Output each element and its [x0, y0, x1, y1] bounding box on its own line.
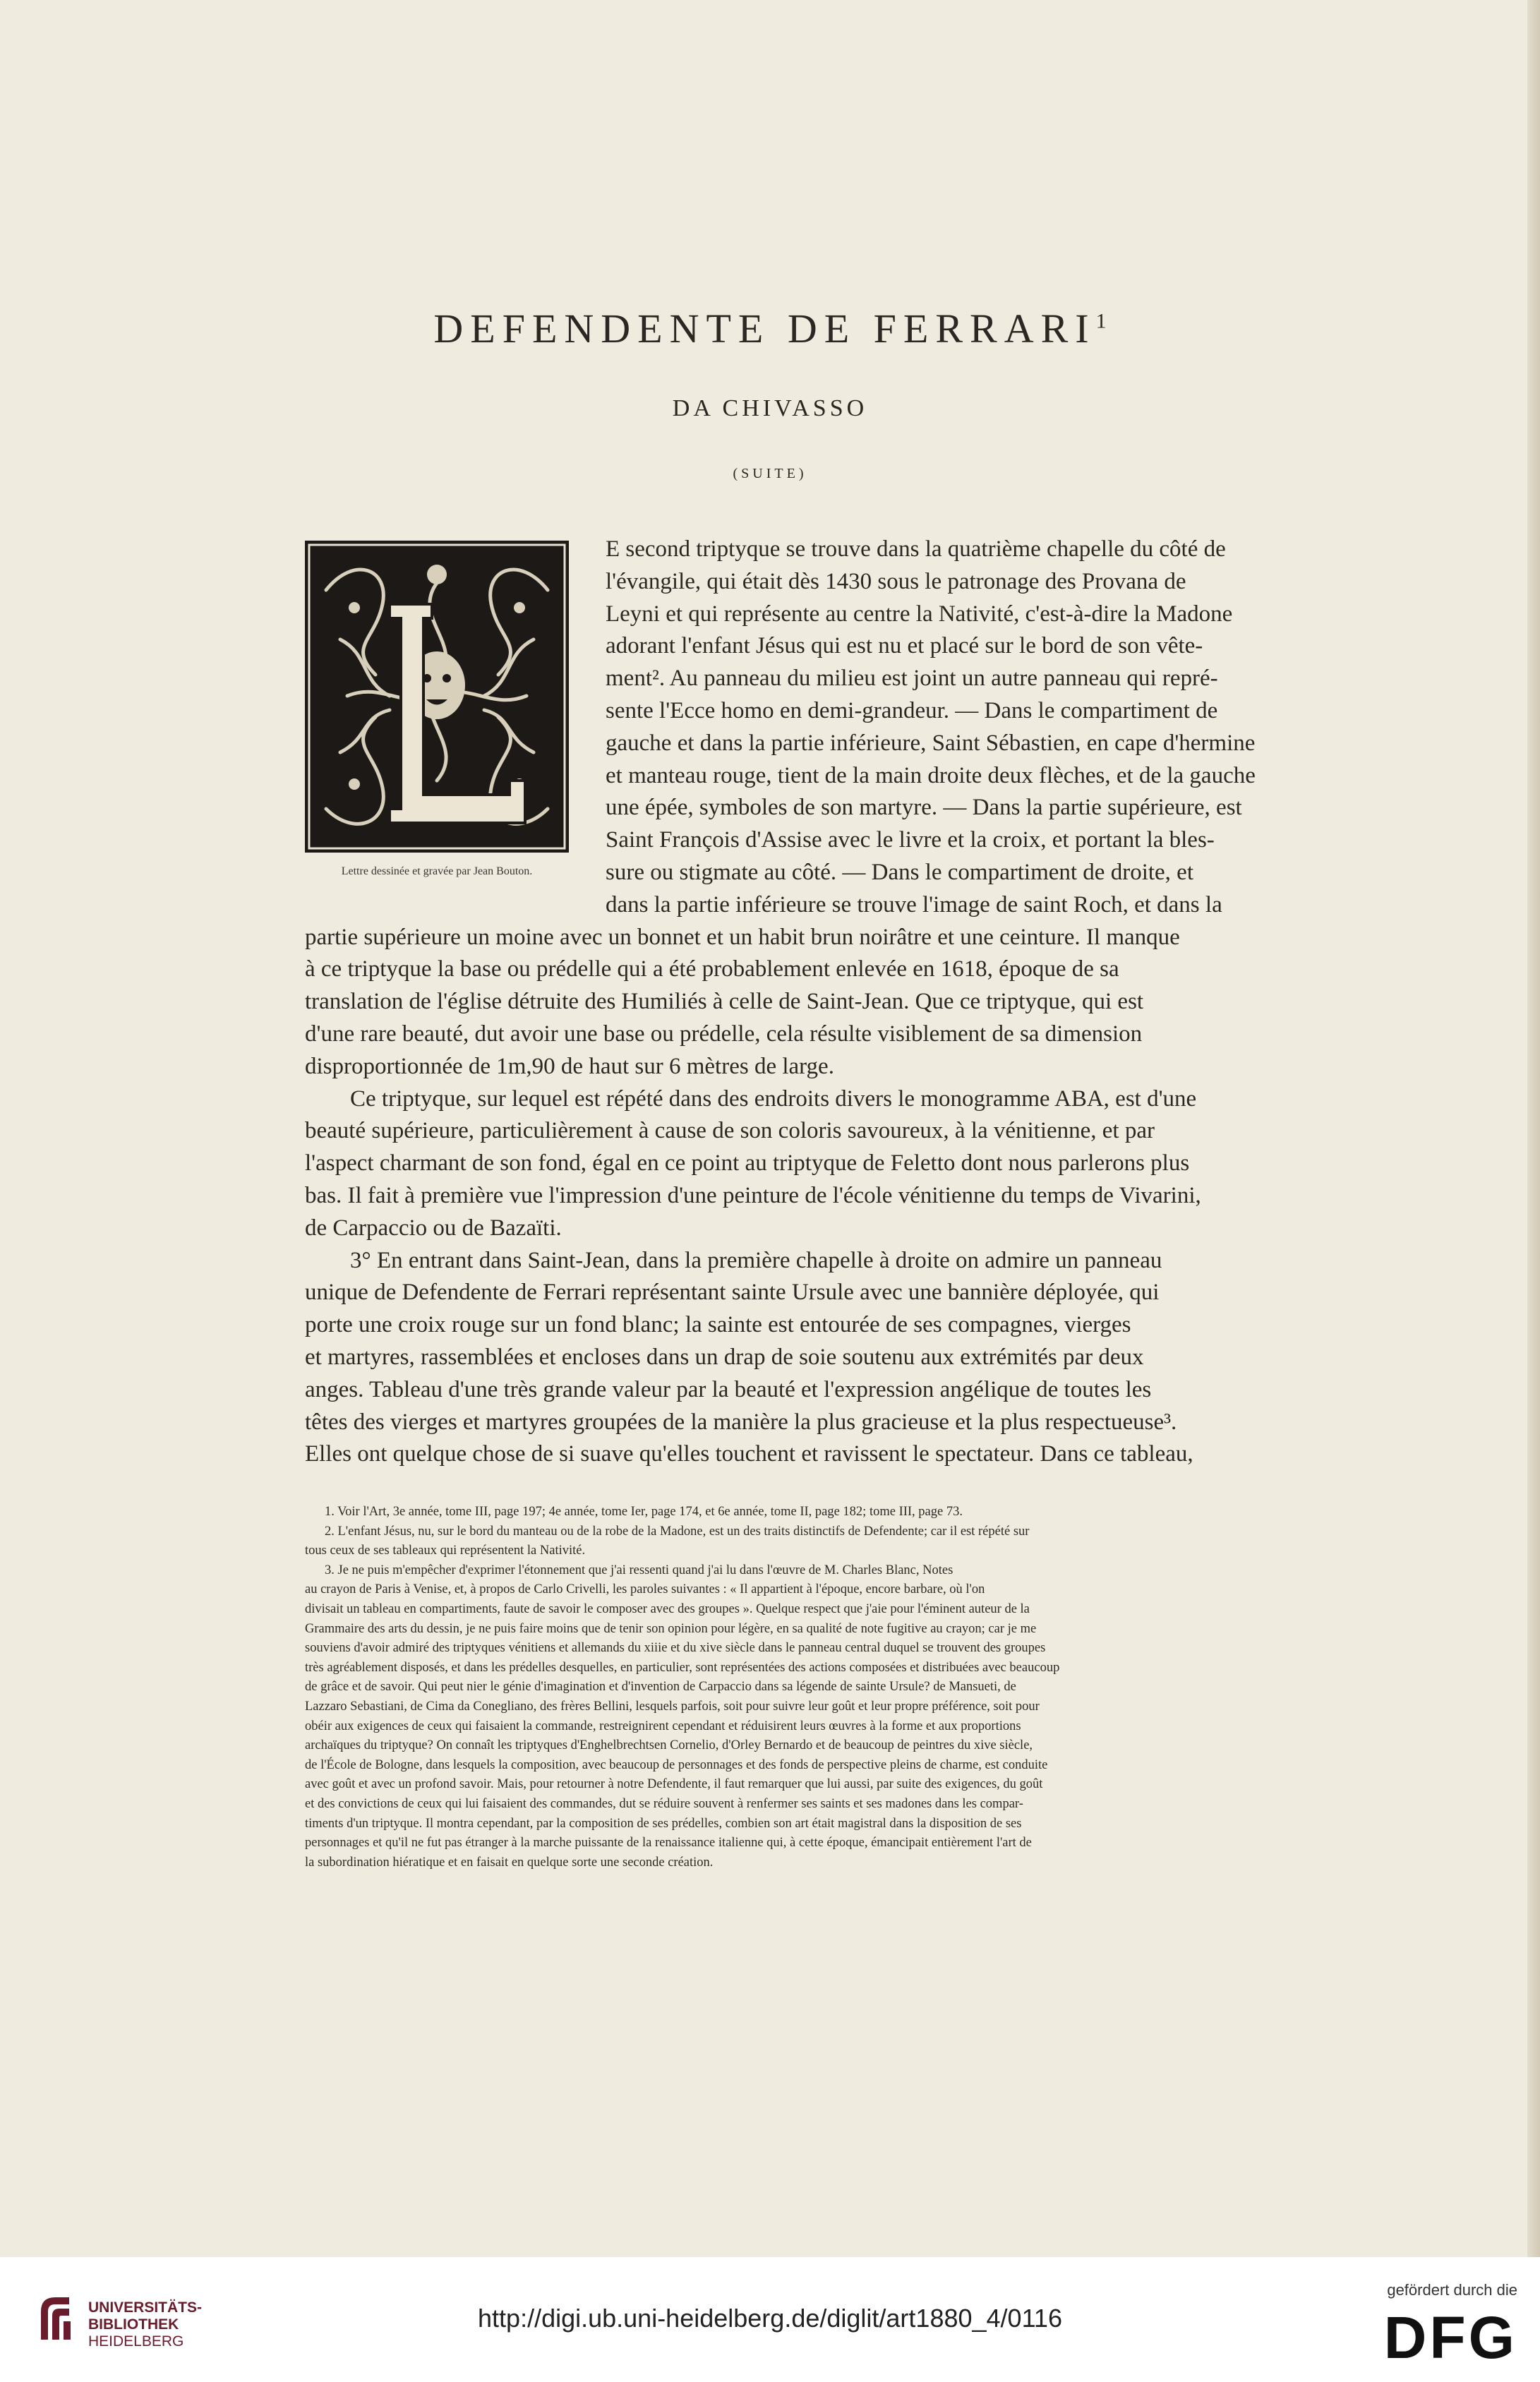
footnote-line: très agréablement disposés, et dans les prédelles desquelles, en particulier, sont représentées des actions composées et distribuées avec beaucoup [305, 1660, 1060, 1675]
body-line: gauche et dans la partie inférieure, Saint Sébastien, en cape d'hermine [606, 730, 1256, 756]
footnote-line: avec goût et avec un profond savoir. Mais, pour retourner à notre Defendente, il faut remarquer que lui aussi, par suite des exigences, du goût [305, 1777, 1043, 1792]
title-text: DEFENDENTE DE FERRARI [433, 306, 1096, 351]
body-line: dans la partie inférieure se trouve l'image de saint Roch, et dans la [606, 891, 1222, 918]
body-line: sente l'Ecce homo en demi-grandeur. — Dans le compartiment de [606, 698, 1218, 723]
footnote-line: obéir aux exigences de ceux qui faisaient la commande, restreignirent cependant et réduisirent leurs œuvres à la forme et aux proportions [305, 1719, 1021, 1733]
footnote-line: 3. Je ne puis m'empêcher d'exprimer l'étonnement que j'ai ressenti quand j'ai lu dans l'œuvre de M. Charles Blanc, Notes [325, 1563, 954, 1577]
permalink-url[interactable]: http://digi.ub.uni-heidelberg.de/diglit/art1880_4/0116 [478, 2304, 1062, 2333]
body-line: l'évangile, qui était dès 1430 sous le patronage des Provana de [606, 568, 1186, 594]
body-line: et manteau rouge, tient de la main droite deux flèches, et de la gauche [606, 762, 1256, 788]
initial-caption: Lettre dessinée et gravée par Jean Bouton. [341, 865, 533, 877]
body-line: 3° En entrant dans Saint-Jean, dans la première chapelle à droite on admire un panneau [350, 1247, 1162, 1273]
body-line: E second triptyque se trouve dans la quatrième chapelle du côté de [606, 536, 1226, 562]
body-line: Leyni et qui représente au centre la Nativité, c'est-à-dire la Madone [606, 601, 1233, 627]
footnote-line: de grâce et de savoir. Qui peut nier le génie d'imagination et d'invention de Carpaccio dans sa légende de sainte Ursule? de Mansueti, de [305, 1680, 1016, 1695]
body-line: translation de l'église détruite des Humiliés à celle de Saint-Jean. Que ce triptyque, qui est [305, 989, 1144, 1015]
footnote-line: 1. Voir l'Art, 3e année, tome III, page 197; 4e année, tome Ier, page 174, et 6e année, tome II, page 182; tome III, page 73. [325, 1505, 963, 1519]
body-line: l'aspect charmant de son fond, égal en ce point au triptyque de Feletto dont nous parlerons plus [305, 1150, 1190, 1177]
body-line: anges. Tableau d'une très grande valeur par la beauté et l'expression angélique de toutes les [305, 1376, 1152, 1402]
body-line: Elles ont quelque chose de si suave qu'elles touchent et ravissent le spectateur. Dans ce tableau, [305, 1441, 1193, 1467]
article-title [0, 305, 1540, 352]
footnote-line: divisait un tableau en compartiments, faute de savoir le composer avec des groupes ». Quelque respect que j'aie pour l'éminent auteur de la [305, 1602, 1030, 1616]
footnote-line: archaïques du triptyque? On connaît les triptyques d'Enghelbrechtsen Cornelio, d'Orley Bernardo et de beaucoup de peintres du xive siècle, [305, 1738, 1033, 1753]
article-subtitle: DA CHIVASSO [672, 395, 868, 421]
body-line: beauté supérieure, particulièrement à cause de son coloris savoureux, à la vénitienne, et par [305, 1118, 1155, 1144]
body-line: une épée, symboles de son martyre. — Dans la partie supérieure, est [606, 795, 1242, 821]
footnote-line: et des convictions de ceux qui lui faisaient des commandes, dut se réduire souvent à renfermer ses saints et ses madones dans les compar- [305, 1797, 1023, 1811]
footnote-line: Grammaire des arts du dessin, je ne puis faire moins que de tenir son opinion pour légère, en sa qualité de note fugitive au crayon; car je me [305, 1621, 1037, 1636]
library-name-line-1: UNIVERSITÄTS- [88, 2299, 203, 2316]
footnote-line: tous ceux de ses tableaux qui représentent la Nativité. [305, 1544, 586, 1558]
footnote-line: 2. L'enfant Jésus, nu, sur le bord du manteau ou de la robe de la Madone, est un des traits distinctifs de Defendente; car il est répété sur [325, 1524, 1030, 1539]
body-line: et martyres, rassemblées et encloses dans un drap de soie soutenu aux extrémités par deux [305, 1345, 1144, 1370]
suite-label: (SUITE) [733, 466, 807, 481]
body-line: Ce triptyque, sur lequel est répété dans des endroits divers le monogramme ABA, est d'une [350, 1085, 1197, 1112]
body-line: ment². Au panneau du milieu est joint un autre panneau qui repré- [606, 666, 1218, 692]
library-name-line-2: BIBLIOTHEK [88, 2316, 179, 2333]
footnote-line: souviens d'avoir admiré des triptyques vénitiens et allemands du xiiie et du xive siècle dans le panneau central duquel se trouvent des groupes [305, 1641, 1046, 1656]
title-footnote-marker: 1 [1095, 309, 1107, 333]
body-line: Saint François d'Assise avec le livre et la croix, et portant la bles- [606, 827, 1215, 853]
library-name-line-3: HEIDELBERG [88, 2333, 184, 2350]
body-line: porte une croix rouge sur un fond blanc; la sainte est entourée de ses compagnes, vierges [305, 1312, 1131, 1338]
footnote-line: Lazzaro Sebastiani, de Cima da Conegliano, des frères Bellini, lesquels parfois, soit pour suivre leur goût et leur propre préférence, soit pour [305, 1700, 1040, 1714]
body-line: d'une rare beauté, dut avoir une base ou prédelle, cela résulte visiblement de sa dimension [305, 1021, 1143, 1047]
body-line: bas. Il fait à première vue l'impression d'une peinture de l'école vénitienne du temps de Vivarini, [305, 1183, 1201, 1208]
body-line: de Carpaccio ou de Bazaïti. [305, 1215, 562, 1241]
body-line: à ce triptyque la base ou prédelle qui a été probablement enlevée en 1618, époque de sa [305, 956, 1119, 982]
body-line: adorant l'enfant Jésus qui est nu et placé sur le bord de son vête- [606, 633, 1203, 659]
footnote-line: personnages et qu'il ne fut pas étranger à la marche puissante de la renaissance italienne qui, à cette époque, émancipait entièrement l'art de [305, 1836, 1032, 1851]
body-line: disproportionnée de 1m,90 de haut sur 6 mètres de large. [305, 1053, 834, 1079]
decorated-initial-l [305, 541, 569, 853]
footnote-line: timents d'un triptyque. Il montra cependant, par la composition de ses prédelles, combien son art était magistral dans la disposition de ses [305, 1816, 1022, 1831]
dfg-logo: DFG [1383, 2304, 1517, 2371]
footnote-line: au crayon de Paris à Venise, et, à propos de Carlo Crivelli, les paroles suivantes : « Il appartient à l'époque, encore barbare, où l'on [305, 1582, 985, 1597]
body-line: unique de Defendente de Ferrari représentant sainte Ursule avec une bannière déployée, qui [305, 1280, 1160, 1306]
body-line: partie supérieure un moine avec un bonnet et un habit brun noirâtre et une ceinture. Il manque [305, 924, 1180, 950]
body-line: sure ou stigmate au côté. — Dans le compartiment de droite, et [606, 860, 1193, 885]
funding-label: gefördert durch die [1387, 2281, 1517, 2299]
footnote-line: la subordination hiératique et en faisait en quelque sorte une seconde création. [305, 1855, 714, 1870]
footnote-line: de l'École de Bologne, dans lesquels la composition, avec beaucoup de personnages et des fonds de perspective pleins de charme, est conduite [305, 1757, 1048, 1772]
body-line: têtes des vierges et martyres groupées de la manière la plus gracieuse et la plus respectueuse³. [305, 1409, 1177, 1435]
